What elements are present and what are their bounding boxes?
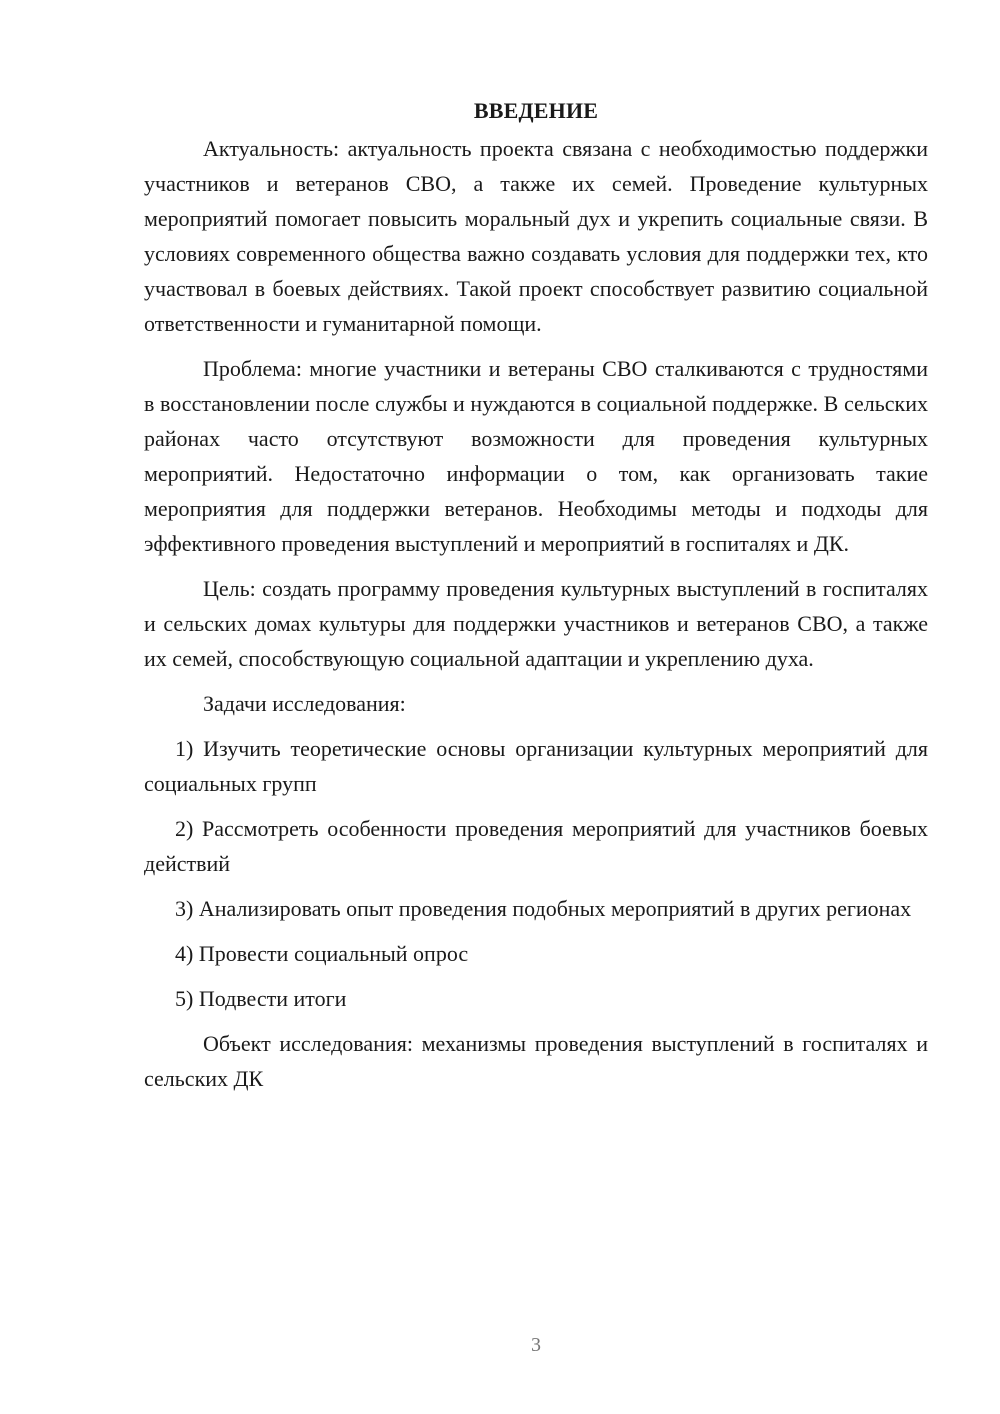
- section-title: ВВЕДЕНИЕ: [473, 98, 599, 123]
- task-item-4: 4) Провести социальный опрос: [175, 941, 469, 966]
- tasks-heading: Задачи исследования:: [203, 691, 406, 716]
- task-item-5: 5) Подвести итоги: [175, 986, 347, 1011]
- research-object-paragraph: Объект исследования: механизмы проведения выступлений в госпиталях и сельских ДК: [144, 1031, 928, 1091]
- task-item-2: 2) Рассмотреть особенности проведения мероприятий для участников боевых действий: [144, 816, 928, 876]
- goal-paragraph: Цель: создать программу проведения культурных выступлений в госпиталях и сельских домах культуры для поддержки участников и ветеранов СВО, а также их семей, способствующую социальной адаптации и укреплению духа.: [144, 576, 928, 671]
- problem-paragraph: Проблема: многие участники и ветераны СВО сталкиваются с трудностями в восстановлении после службы и нуждаются в социальной поддержке. В сельских районах часто отсутствуют возможности для проведения культурных мероприятий. Недостаточно информации о том, как организовать такие мероприятия для поддержки ветеранов. Необходимы методы и подходы для эффективного проведения выступлений и мероприятий в госпиталях и ДК.: [144, 356, 928, 556]
- relevance-paragraph: Актуальность: актуальность проекта связана с необходимостью поддержки участников и ветеранов СВО, а также их семей. Проведение культурных мероприятий помогает повысить моральный дух и укрепить социальные связи. В условиях современного общества важно создавать условия для поддержки тех, кто участвовал в боевых действиях. Такой проект способствует развитию социальной ответственности и гуманитарной помощи.: [144, 136, 928, 336]
- page-number: 3: [531, 1334, 541, 1356]
- page-content: [144, 96, 928, 1106]
- task-item-1: 1) Изучить теоретические основы организации культурных мероприятий для социальных групп: [144, 736, 928, 796]
- task-item-3: 3) Анализировать опыт проведения подобных мероприятий в других регионах: [175, 896, 912, 921]
